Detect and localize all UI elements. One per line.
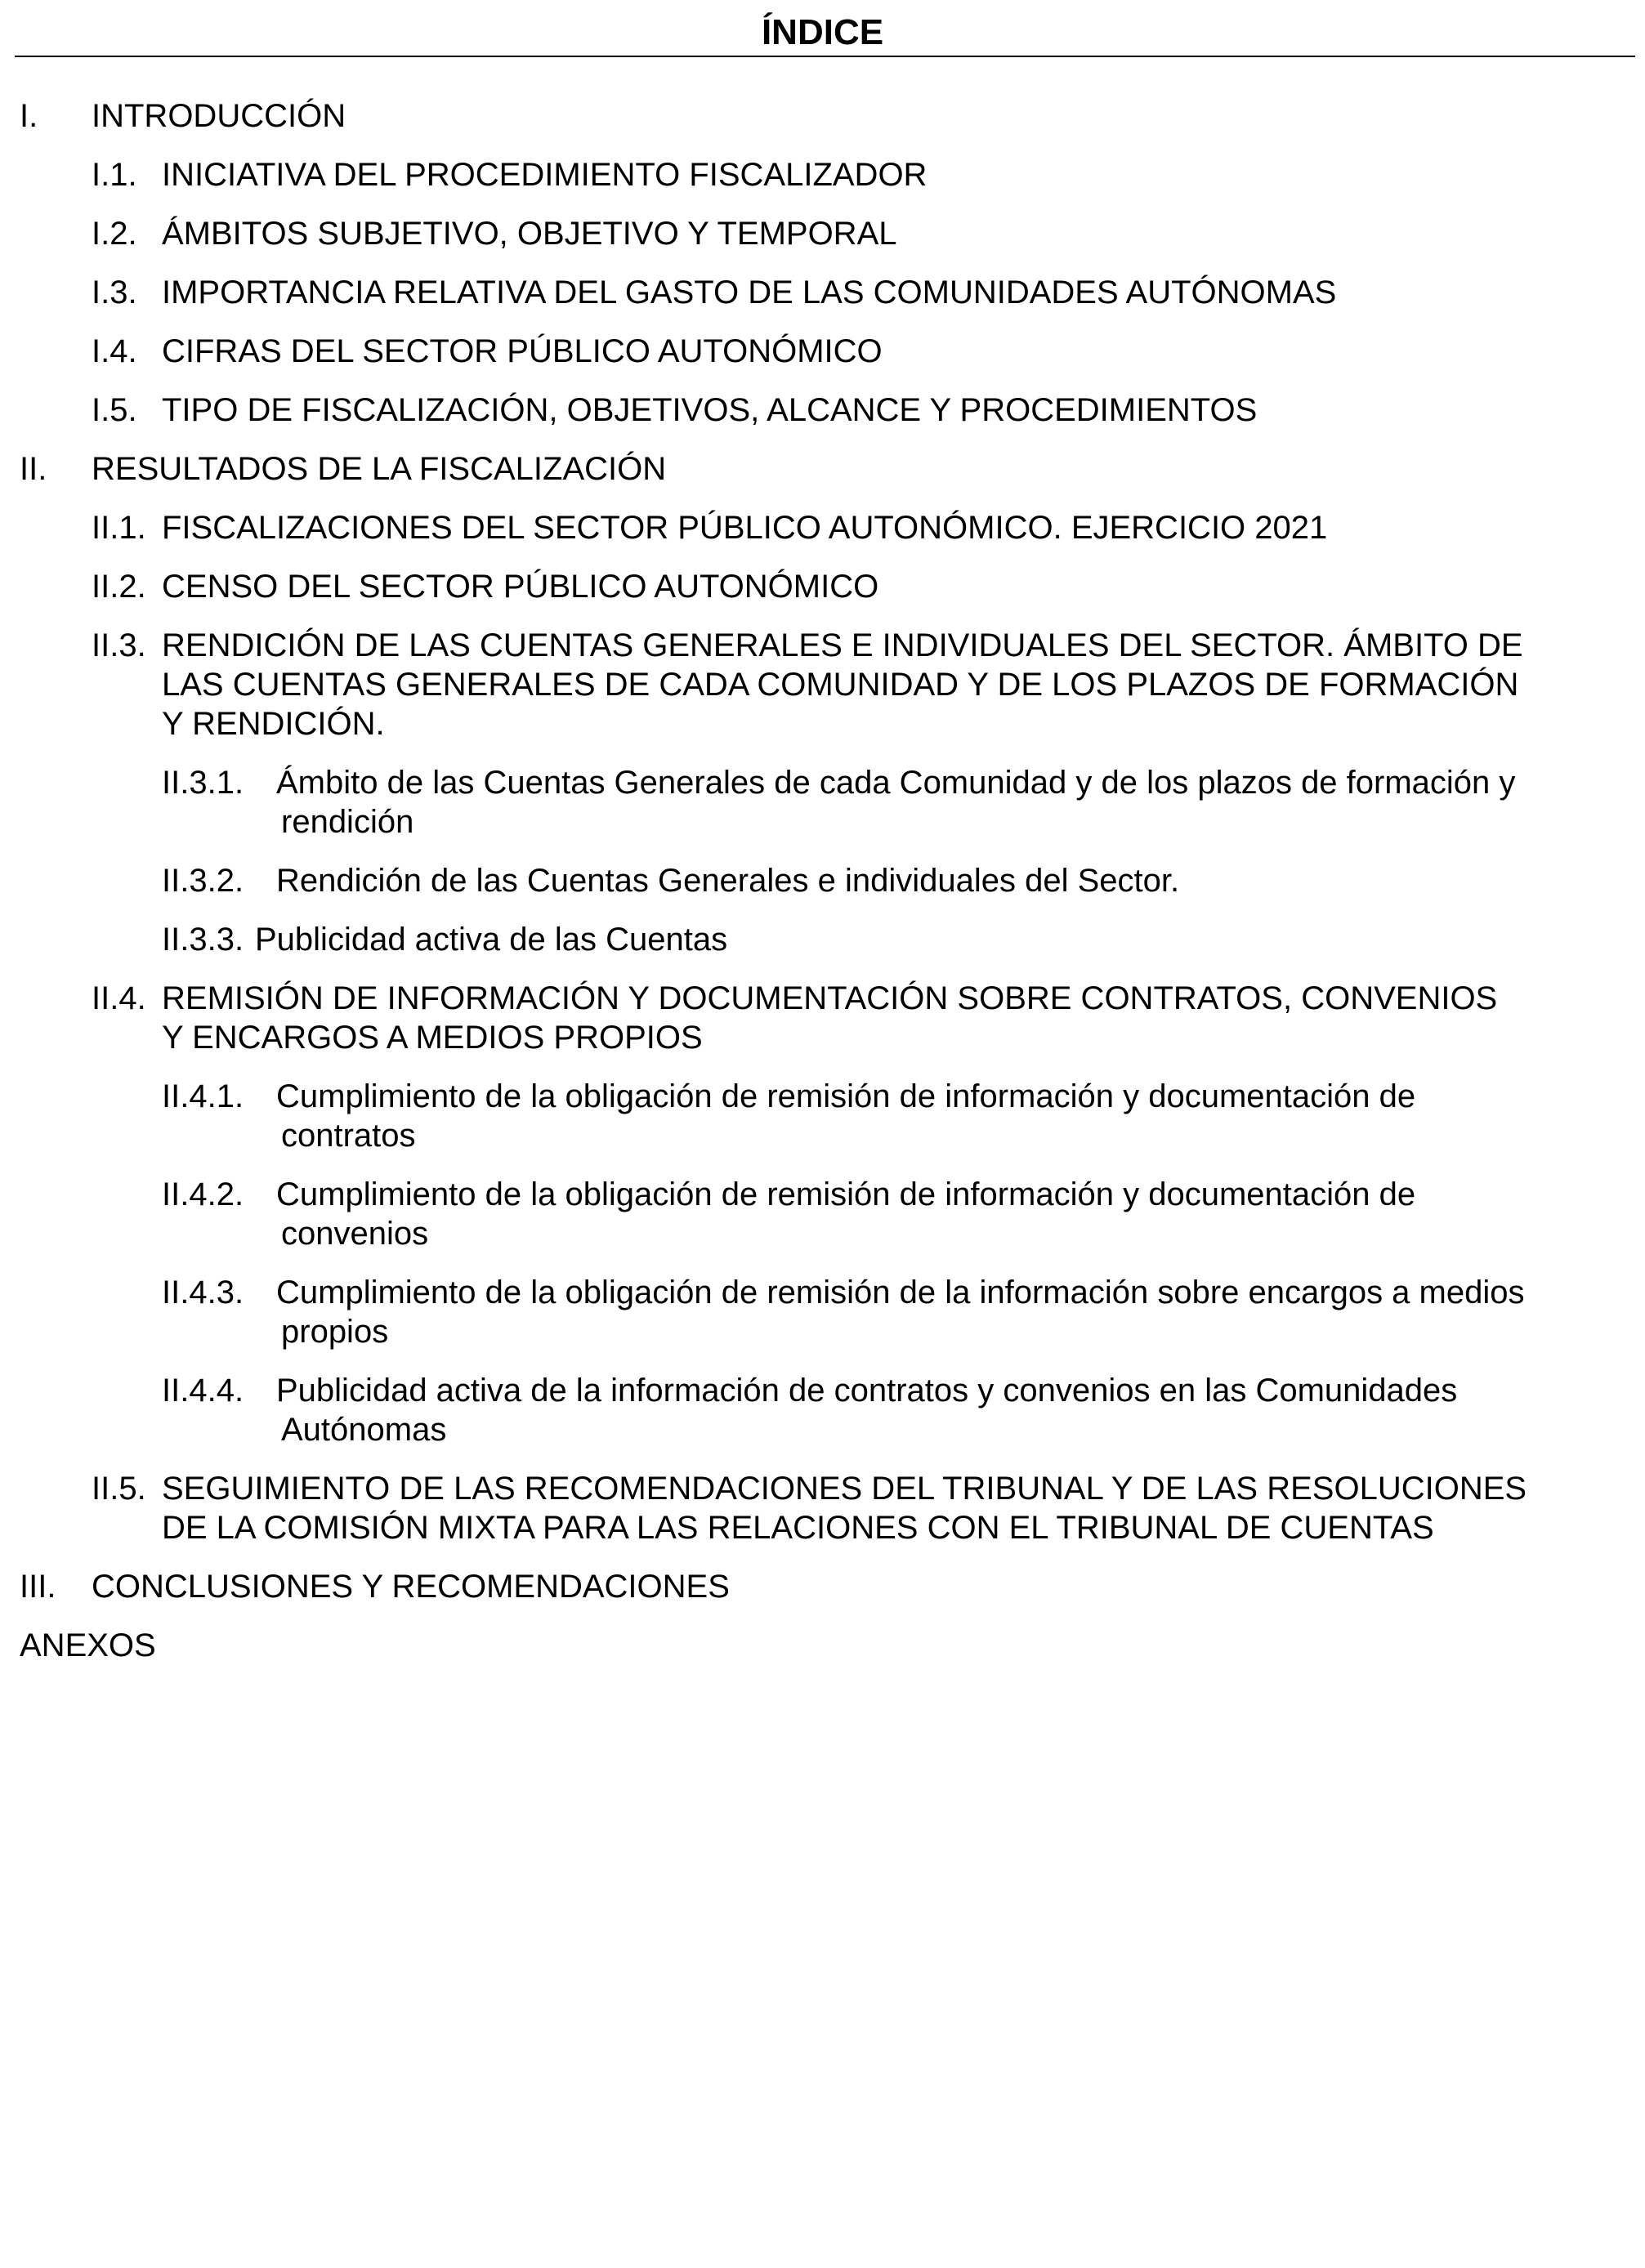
toc-entry-iii[interactable] (20, 1567, 1613, 1606)
toc-entry-title-line-2: rendición (281, 804, 414, 840)
toc-entry-ii-4-3[interactable] (162, 1273, 1625, 1351)
toc-entry-title: INICIATIVA DEL PROCEDIMIENTO FISCALIZADOR (162, 157, 928, 193)
toc-entry-ii-2[interactable] (92, 567, 1611, 606)
toc-entry-ii[interactable] (20, 449, 1613, 489)
toc-entry-title-line-1: REMISIÓN DE INFORMACIÓN Y DOCUMENTACIÓN SOBRE CONTRATOS, CONVENIOS (162, 980, 1498, 1016)
toc-entry-number: II.4.4. (162, 1373, 244, 1409)
toc-entry-number: I. (20, 98, 38, 134)
toc-entry-title: ÁMBITOS SUBJETIVO, OBJETIVO Y TEMPORAL (162, 216, 897, 252)
toc-entry-number: II.3. (92, 627, 146, 663)
toc-entry-title: Rendición de las Cuentas Generales e individuales del Sector. (276, 863, 1180, 899)
toc-entry-number: I.4. (92, 333, 137, 369)
toc-entry-number: I.1. (92, 157, 137, 193)
toc-entry-title: RESULTADOS DE LA FISCALIZACIÓN (92, 451, 667, 487)
toc-entry-title: INTRODUCCIÓN (92, 98, 346, 134)
toc-entry-ii-3[interactable] (92, 626, 1628, 743)
toc-entry-number: II.5. (92, 1471, 146, 1507)
toc-entry-number: II.2. (92, 569, 146, 605)
toc-entry-ii-4-1[interactable] (162, 1077, 1625, 1155)
toc-entry-title-line-1: Publicidad activa de la información de contratos y convenios en las Comunidades (276, 1373, 1458, 1409)
toc-entry-title: CIFRAS DEL SECTOR PÚBLICO AUTONÓMICO (162, 333, 883, 369)
toc-entry-i-4[interactable] (92, 332, 1611, 371)
toc-entry-ii-4[interactable] (92, 979, 1628, 1057)
title-underline (15, 56, 1635, 57)
toc-entry-number: I.3. (92, 275, 137, 310)
toc-entry-i-3[interactable] (92, 273, 1611, 312)
toc-entry-title-line-2: DE LA COMISIÓN MIXTA PARA LAS RELACIONES CON EL TRIBUNAL DE CUENTAS (162, 1510, 1434, 1546)
toc-entry-title-line-2: Autónomas (281, 1412, 447, 1448)
toc-entry-title: CENSO DEL SECTOR PÚBLICO AUTONÓMICO (162, 569, 879, 605)
toc-entry-i[interactable] (20, 96, 1613, 136)
toc-entry-ii-4-2[interactable] (162, 1175, 1625, 1253)
toc-entry-title-line-2: propios (281, 1314, 389, 1350)
toc-entry-ii-3-1[interactable] (162, 763, 1625, 842)
toc-entry-number: II.4.2. (162, 1176, 244, 1212)
toc-entry-title: FISCALIZACIONES DEL SECTOR PÚBLICO AUTONÓMICO. EJERCICIO 2021 (162, 510, 1328, 546)
toc-entry-number: II.3.2. (162, 863, 244, 899)
toc-entry-ii-5[interactable] (92, 1469, 1636, 1547)
toc-entry-number: II. (20, 451, 47, 487)
toc-entry-title-line-2: convenios (281, 1216, 429, 1252)
toc-entry-number: II.4. (92, 980, 146, 1016)
toc-entry-ii-4-4[interactable] (162, 1371, 1625, 1449)
toc-entry-ii-1[interactable] (92, 508, 1611, 547)
toc-entry-title-line-2: Y ENCARGOS A MEDIOS PROPIOS (162, 1020, 703, 1056)
toc-entry-title-line-1: Ámbito de las Cuentas Generales de cada Comunidad y de los plazos de formación y (276, 765, 1516, 801)
page-title: ÍNDICE (761, 12, 884, 52)
toc-entry-title-line-2: contratos (281, 1118, 416, 1154)
toc-entry-title-line-2: LAS CUENTAS GENERALES DE CADA COMUNIDAD Y DE LOS PLAZOS DE FORMACIÓN (162, 667, 1519, 703)
toc-entry-title: TIPO DE FISCALIZACIÓN, OBJETIVOS, ALCANCE Y PROCEDIMIENTOS (162, 392, 1258, 428)
toc-entry-title: CONCLUSIONES Y RECOMENDACIONES (92, 1569, 730, 1605)
toc-entry-number: I.2. (92, 216, 137, 252)
toc-entry-number: II.3.3. (162, 922, 244, 958)
toc-entry-title-line-1: Cumplimiento de la obligación de remisión de información y documentación de (276, 1078, 1416, 1114)
toc-entry-i-1[interactable] (92, 155, 1611, 194)
toc-entry-title-line-1: SEGUIMIENTO DE LAS RECOMENDACIONES DEL TRIBUNAL Y DE LAS RESOLUCIONES (162, 1471, 1527, 1507)
toc-entry-ii-3-2[interactable] (162, 861, 1625, 900)
toc-entry-anexos[interactable] (20, 1626, 1613, 1665)
toc-entry-title: ANEXOS (20, 1627, 156, 1663)
toc-entry-ii-3-3[interactable] (162, 920, 1625, 959)
toc-entry-title: Publicidad activa de las Cuentas (255, 922, 728, 958)
toc-entry-number: III. (20, 1569, 56, 1605)
toc-entry-number: II.4.1. (162, 1078, 244, 1114)
toc-entry-i-2[interactable] (92, 214, 1611, 253)
toc-entry-i-5[interactable] (92, 391, 1611, 430)
toc-entry-title-line-1: Cumplimiento de la obligación de remisión de la información sobre encargos a medios (276, 1275, 1525, 1310)
toc-entry-number: II.1. (92, 510, 146, 546)
toc-entry-number: II.4.3. (162, 1275, 244, 1310)
toc-entry-number: II.3.1. (162, 765, 244, 801)
toc-entry-title-line-1: RENDICIÓN DE LAS CUENTAS GENERALES E INDIVIDUALES DEL SECTOR. ÁMBITO DE (162, 627, 1523, 663)
toc-entry-title: IMPORTANCIA RELATIVA DEL GASTO DE LAS COMUNIDADES AUTÓNOMAS (162, 275, 1337, 310)
toc-entry-title-line-1: Cumplimiento de la obligación de remisión de información y documentación de (276, 1176, 1416, 1212)
toc-entry-title-line-3: Y RENDICIÓN. (162, 706, 385, 742)
toc-entry-number: I.5. (92, 392, 137, 428)
